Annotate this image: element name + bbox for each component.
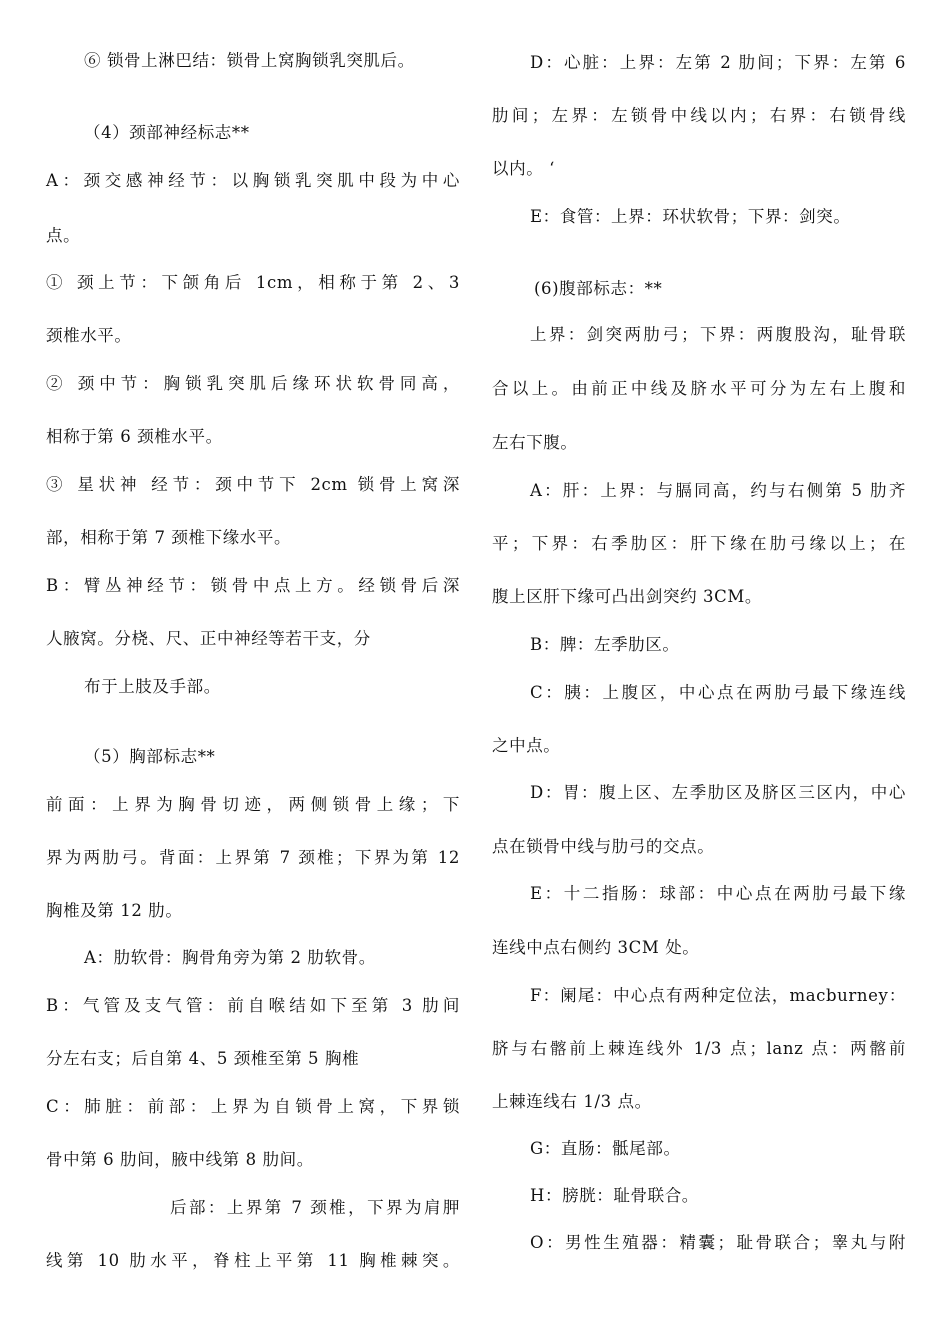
text-line: D：胃：腹上区、左季肋区及脐区三区内，中心: [530, 783, 906, 802]
text-line: 骨中第 6 肋间，腋中线第 8 肋间。: [46, 1150, 314, 1169]
text-line: 线第 10 肋水平，脊柱上平第 11 胸椎棘突。: [46, 1251, 460, 1270]
text-line: H：膀胱：耻骨联合。: [530, 1186, 699, 1205]
text-line: B：臂丛神经节：锁骨中点上方。经锁骨后深: [46, 576, 460, 595]
text-line: F：阑尾：中心点有两种定位法，macburney：: [530, 986, 906, 1005]
text-line: A：颈交感神经节：以胸锁乳突肌中段为中心: [46, 171, 460, 190]
text-line: 腹上区肝下缘可凸出剑突约 3CM。: [492, 587, 762, 606]
text-line: 分左右支；后自第 4、5 颈椎至第 5 胸椎: [46, 1049, 360, 1068]
text-line: E：食管：上界：环状软骨；下界：剑突。: [530, 207, 851, 226]
text-line: 上棘连线右 1/3 点。: [492, 1092, 652, 1111]
text-line: 之中点。: [492, 736, 561, 755]
text-line: 左右下腹。: [492, 433, 578, 452]
text-line: D：心脏：上界：左第 2 肋间；下界：左第 6: [530, 53, 906, 72]
section-heading: （5）胸部标志**: [84, 747, 216, 766]
text-line: 肋间；左界：左锁骨中线以内；右界：右锁骨线: [492, 106, 906, 125]
text-line: ① 颈上节：下颌角后 1cm，相称于第 2、3: [46, 273, 460, 292]
text-line: 后部：上界第 7 颈椎，下界为肩胛: [170, 1198, 460, 1217]
text-line: B：气管及支气管：前自喉结如下至第 3 肋间: [46, 996, 460, 1015]
text-line: C：肺脏：前部：上界为自锁骨上窝，下界锁: [46, 1097, 460, 1116]
text-line: E：十二指肠：球部：中心点在两肋弓最下缘: [530, 884, 906, 903]
text-line: 连线中点右侧约 3CM 处。: [492, 938, 700, 957]
text-line: ⑥ 锁骨上淋巴结：锁骨上窝胸锁乳突肌后。: [84, 51, 415, 70]
text-line: B：脾：左季肋区。: [530, 635, 680, 654]
text-line: C：胰：上腹区，中心点在两肋弓最下缘连线: [530, 683, 906, 702]
text-line: O：男性生殖器：精囊；耻骨联合；睾丸与附: [530, 1233, 906, 1252]
text-line: 界为两肋弓。背面：上界第 7 颈椎；下界为第 12: [46, 848, 460, 867]
text-line: 人腋窝。分桡、尺、正中神经等若干支，分: [46, 629, 371, 648]
text-line: ③ 星状神 经节：颈中节下 2cm 锁骨上窝深: [46, 475, 460, 494]
text-line: 以内。 ‘: [492, 159, 555, 178]
text-line: G：直肠：骶尾部。: [530, 1139, 681, 1158]
text-line: 相称于第 6 颈椎水平。: [46, 427, 223, 446]
text-line: 合以上。由前正中线及脐水平可分为左右上腹和: [492, 379, 906, 398]
text-line: 颈椎水平。: [46, 326, 132, 345]
text-line: 点。: [46, 226, 81, 245]
text-line: 部，相称于第 7 颈椎下缘水平。: [46, 528, 292, 547]
text-line: 胸椎及第 12 肋。: [46, 901, 183, 920]
text-line: ② 颈中节：胸锁乳突肌后缘环状软骨同高，: [46, 374, 460, 393]
text-line: 脐与右髂前上棘连线外 1/3 点；lanz 点：两髂前: [492, 1039, 906, 1058]
text-line: 点在锁骨中线与肋弓的交点。: [492, 837, 715, 856]
text-line: 布于上肢及手部。: [84, 677, 221, 696]
section-heading: （4）颈部神经标志**: [84, 123, 250, 142]
text-line: A：肝：上界：与膈同高，约与右侧第 5 肋齐: [530, 481, 906, 500]
text-line: 前面：上界为胸骨切迹，两侧锁骨上缘；下: [46, 795, 460, 814]
text-line: 平；下界：右季肋区：肝下缘在肋弓缘以上；在: [492, 534, 906, 553]
text-line: A：肋软骨：胸骨角旁为第 2 肋软骨。: [84, 948, 376, 967]
section-heading: (6)腹部标志：**: [534, 279, 663, 298]
text-line: 上界：剑突两肋弓；下界：两腹股沟，耻骨联: [530, 325, 906, 344]
